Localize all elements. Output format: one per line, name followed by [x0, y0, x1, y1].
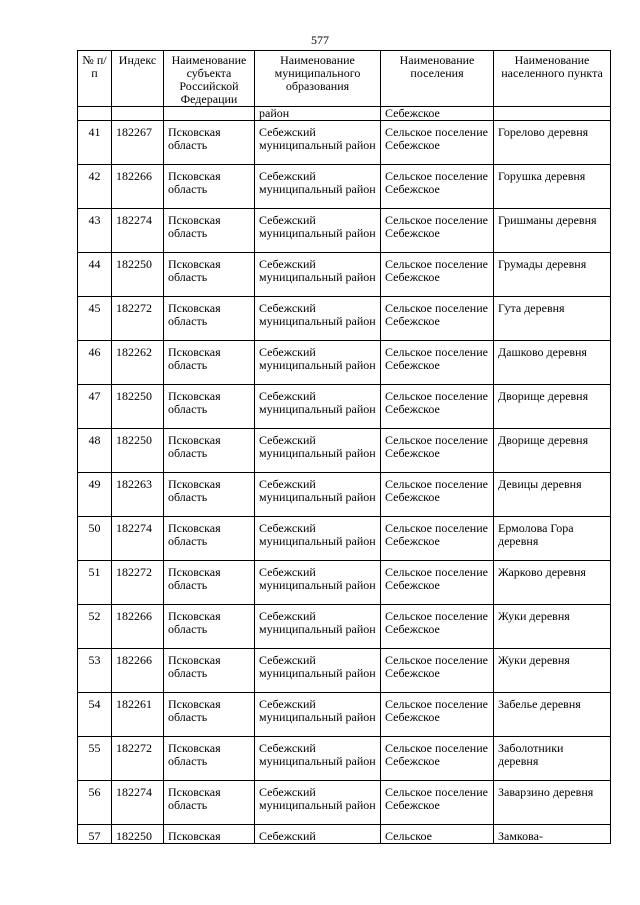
cell-settlement: Сельское поселение Себежское	[381, 341, 494, 385]
cell-locality: Жуки деревня	[494, 605, 611, 649]
cell-empty	[494, 107, 611, 121]
table-row	[78, 253, 611, 297]
cell-index: 182274	[112, 781, 164, 825]
cell-empty	[112, 107, 164, 121]
cell-subject: Псковская область	[164, 473, 255, 517]
cell-settlement: Сельское поселение Себежское	[381, 737, 494, 781]
cell-number: 43	[78, 209, 112, 253]
cell-number: 56	[78, 781, 112, 825]
table-row	[78, 781, 611, 825]
cell-locality: Забелье деревня	[494, 693, 611, 737]
cell-municipality: Себежский муниципальный район	[255, 561, 381, 605]
cell-municipality: Себежский муниципальный район	[255, 781, 381, 825]
cell-locality: Дворище деревня	[494, 429, 611, 473]
cell-municipality: Себежский муниципальный район	[255, 297, 381, 341]
table-row	[78, 737, 611, 781]
cell-municipality: Себежский муниципальный район	[255, 693, 381, 737]
cell-municipality: Себежский муниципальный район	[255, 473, 381, 517]
continuation-row	[78, 107, 611, 121]
table-row	[78, 561, 611, 605]
header-locality: Наименование населенного пункта	[494, 51, 611, 107]
cell-index: 182272	[112, 297, 164, 341]
cell-number: 53	[78, 649, 112, 693]
cell-index: 182267	[112, 121, 164, 165]
cell-number: 41	[78, 121, 112, 165]
cell-locality: Горелово деревня	[494, 121, 611, 165]
cell-locality: Жарково деревня	[494, 561, 611, 605]
cell-municipality: Себежский муниципальный район	[255, 737, 381, 781]
cell-locality: Ермолова Гора деревня	[494, 517, 611, 561]
cell-index: 182272	[112, 737, 164, 781]
cell-number: 48	[78, 429, 112, 473]
header-number: № п/п	[78, 51, 112, 107]
cell-number: 57	[78, 825, 112, 844]
cell-subject: Псковская область	[164, 253, 255, 297]
cell-municipality: Себежский муниципальный район	[255, 253, 381, 297]
cell-subject: Псковская область	[164, 693, 255, 737]
cell-settlement: Сельское поселение Себежское	[381, 209, 494, 253]
cell-empty	[78, 107, 112, 121]
cell-number: 47	[78, 385, 112, 429]
cell-municipality: Себежский муниципальный район	[255, 341, 381, 385]
cell-subject: Псковская область	[164, 781, 255, 825]
cell-subject: Псковская область	[164, 517, 255, 561]
cell-municipality: Себежский муниципальный район	[255, 165, 381, 209]
table-row	[78, 693, 611, 737]
cell-index: 182250	[112, 253, 164, 297]
cell-settlement: Сельское поселение Себежское	[381, 253, 494, 297]
table-row	[78, 209, 611, 253]
cell-number: 55	[78, 737, 112, 781]
cell-settlement: Сельское поселение Себежское	[381, 165, 494, 209]
cell-subject: Псковская область	[164, 297, 255, 341]
cell-locality: Горушка деревня	[494, 165, 611, 209]
cell-locality: Дворище деревня	[494, 385, 611, 429]
cell-settlement: Сельское поселение Себежское	[381, 561, 494, 605]
cell-subject: Псковская область	[164, 385, 255, 429]
cell-number: 42	[78, 165, 112, 209]
cell-locality: Гришманы деревня	[494, 209, 611, 253]
cell-index: 182274	[112, 517, 164, 561]
cell-index: 182250	[112, 429, 164, 473]
cell-municipality: Себежский муниципальный район	[255, 517, 381, 561]
header-municipality: Наименование муниципального образования	[255, 51, 381, 107]
cell-settlement: Сельское поселение Себежское	[381, 473, 494, 517]
cell-number: 46	[78, 341, 112, 385]
cell-locality: Жуки деревня	[494, 649, 611, 693]
cell-locality: Гута деревня	[494, 297, 611, 341]
table-row	[78, 517, 611, 561]
table-row-partial	[78, 825, 611, 844]
cell-subject: Псковская область	[164, 341, 255, 385]
table-header	[78, 51, 611, 107]
cell-index: 182266	[112, 165, 164, 209]
cell-locality: Грумады деревня	[494, 253, 611, 297]
cell-settlement: Сельское	[381, 825, 494, 844]
cell-settlement: Сельское поселение Себежское	[381, 781, 494, 825]
cell-municipality: Себежский муниципальный район	[255, 121, 381, 165]
table-row	[78, 341, 611, 385]
cell-settlement: Сельское поселение Себежское	[381, 517, 494, 561]
cell-subject: Псковская область	[164, 649, 255, 693]
cell-index: 182250	[112, 825, 164, 844]
header-subject: Наименование субъекта Российской Федерации	[164, 51, 255, 107]
cell-subject: Псковская область	[164, 737, 255, 781]
table-row	[78, 649, 611, 693]
header-index: Индекс	[112, 51, 164, 107]
cell-index: 182261	[112, 693, 164, 737]
table-row	[78, 385, 611, 429]
cell-subject: Псковская	[164, 825, 255, 844]
cell-settlement: Сельское поселение Себежское	[381, 121, 494, 165]
cell-settlement: Сельское поселение Себежское	[381, 429, 494, 473]
cell-municipality: Себежский муниципальный район	[255, 649, 381, 693]
cell-subject: Псковская область	[164, 605, 255, 649]
cell-locality: Дашково деревня	[494, 341, 611, 385]
cell-settlement: Сельское поселение Себежское	[381, 693, 494, 737]
cell-municipality: Себежский муниципальный район	[255, 385, 381, 429]
table-row	[78, 473, 611, 517]
cell-number: 44	[78, 253, 112, 297]
cell-municipality: Себежский муниципальный район	[255, 209, 381, 253]
cell-number: 54	[78, 693, 112, 737]
cell-settlement: Сельское поселение Себежское	[381, 605, 494, 649]
cell-empty	[164, 107, 255, 121]
cell-index: 182266	[112, 649, 164, 693]
cell-settlement: Сельское поселение Себежское	[381, 385, 494, 429]
header-settlement: Наименование поселения	[381, 51, 494, 107]
cell-number: 49	[78, 473, 112, 517]
cell-subject: Псковская область	[164, 561, 255, 605]
cell-number: 45	[78, 297, 112, 341]
cell-settlement: Сельское поселение Себежское	[381, 297, 494, 341]
cell-subject: Псковская область	[164, 165, 255, 209]
cell-municipality: Себежский муниципальный район	[255, 429, 381, 473]
cell-subject: Псковская область	[164, 209, 255, 253]
cell-municipality: Себежский	[255, 825, 381, 844]
cell-settlement: Сельское поселение Себежское	[381, 649, 494, 693]
table-row	[78, 297, 611, 341]
cell-locality: Заболотники деревня	[494, 737, 611, 781]
cell-index: 182262	[112, 341, 164, 385]
page-number: 577	[311, 33, 329, 47]
cell-index: 182263	[112, 473, 164, 517]
cell-subject: Псковская область	[164, 121, 255, 165]
cell-municipality: район	[255, 107, 381, 121]
cell-municipality: Себежский муниципальный район	[255, 605, 381, 649]
cell-locality: Заварзино деревня	[494, 781, 611, 825]
cell-index: 182272	[112, 561, 164, 605]
cell-index: 182250	[112, 385, 164, 429]
cell-number: 52	[78, 605, 112, 649]
cell-number: 51	[78, 561, 112, 605]
table-row	[78, 429, 611, 473]
table-row	[78, 165, 611, 209]
cell-index: 182274	[112, 209, 164, 253]
settlements-table	[77, 50, 611, 844]
cell-settlement: Себежское	[381, 107, 494, 121]
cell-index: 182266	[112, 605, 164, 649]
table-row	[78, 605, 611, 649]
cell-number: 50	[78, 517, 112, 561]
cell-locality: Девицы деревня	[494, 473, 611, 517]
cell-locality: Замкова-	[494, 825, 611, 844]
table-row	[78, 121, 611, 165]
cell-subject: Псковская область	[164, 429, 255, 473]
